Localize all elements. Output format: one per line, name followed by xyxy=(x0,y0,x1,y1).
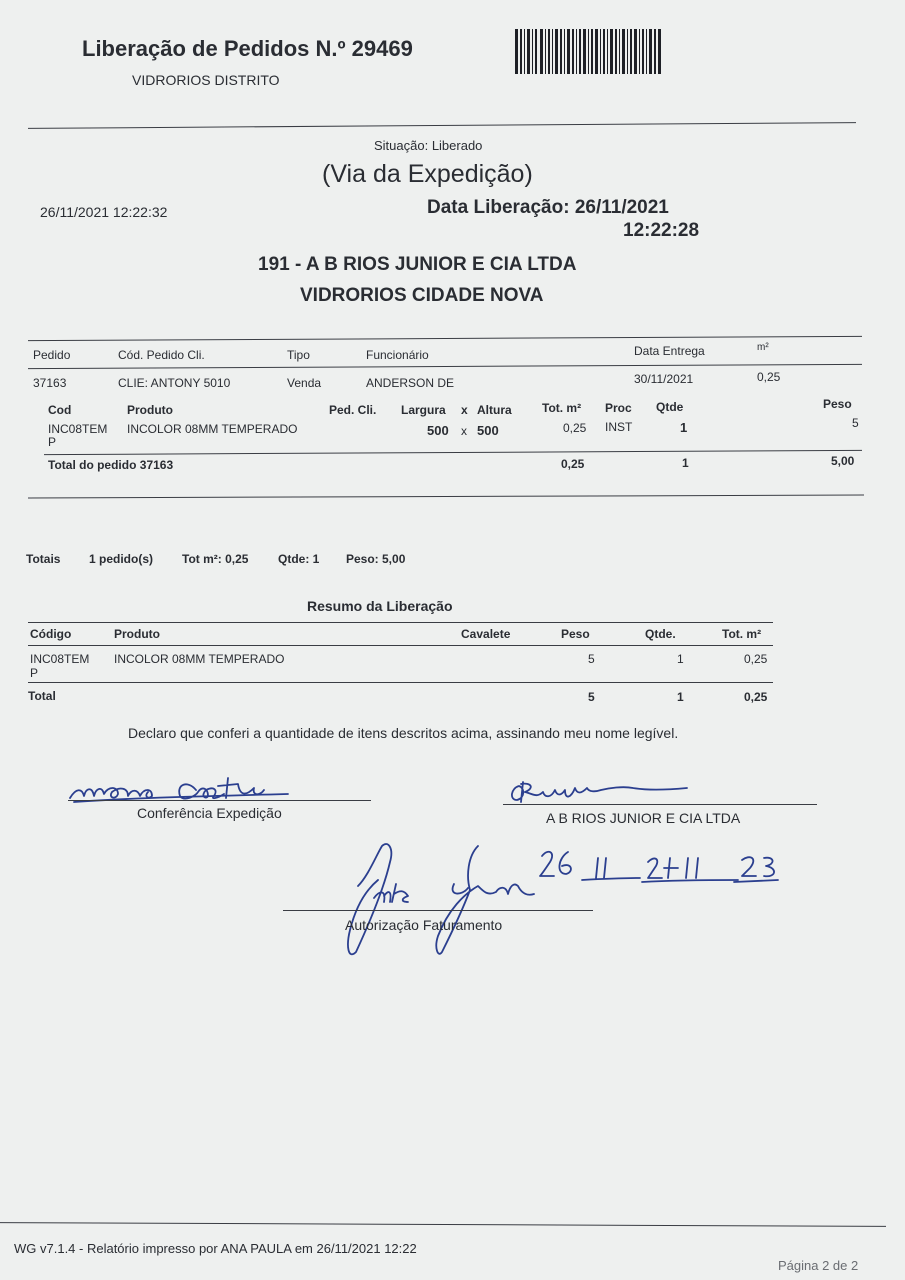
barcode-image xyxy=(515,29,661,74)
resumo-title: Resumo da Liberação xyxy=(307,598,453,614)
item-produto: INCOLOR 08MM TEMPERADO xyxy=(127,422,298,436)
declaration-text: Declaro que conferi a quantidade de itens descritos acima, assinando meu nome legível. xyxy=(128,725,679,741)
item-col-produto: Produto xyxy=(127,403,173,417)
resumo-col-cavalete: Cavalete xyxy=(461,627,511,641)
totals-qtde: Qtde: 1 xyxy=(278,552,320,566)
resumo-col-peso: Peso xyxy=(561,627,590,641)
item-col-ped-cli: Ped. Cli. xyxy=(329,403,377,417)
col-m2: m² xyxy=(757,342,769,353)
client-store: VIDRORIOS CIDADE NOVA xyxy=(300,285,544,306)
print-datetime: 26/11/2021 12:22:32 xyxy=(40,204,168,220)
resumo-col-tot-m2: Tot. m² xyxy=(722,627,762,641)
document-title: Liberação de Pedidos N.º 29469 xyxy=(82,36,413,61)
order-total-rule xyxy=(44,450,862,455)
item-col-cod: Cod xyxy=(48,403,72,417)
item-col-qtde: Qtde xyxy=(656,400,684,414)
item-col-proc: Proc xyxy=(605,401,632,415)
order-top-rule xyxy=(28,336,862,341)
col-pedido: Pedido xyxy=(33,348,71,362)
order-total-qtde: 1 xyxy=(682,456,689,470)
col-funcionario: Funcionário xyxy=(366,348,429,362)
handwritten-date xyxy=(538,848,784,886)
item-col-altura: Altura xyxy=(477,403,512,417)
item-cod-line2: P xyxy=(48,435,57,449)
resumo-total-tot-m2: 0,25 xyxy=(744,690,768,704)
resumo-total-label: Total xyxy=(28,689,56,703)
data-liberacao-label: Data Liberação: 26/11/2021 xyxy=(427,197,669,218)
order-total-peso: 5,00 xyxy=(831,454,855,468)
item-altura: 500 xyxy=(477,423,499,438)
via-title: (Via da Expedição) xyxy=(322,160,533,188)
totals-peso: Peso: 5,00 xyxy=(346,552,406,566)
conferencia-label: Conferência Expedição xyxy=(137,805,282,821)
resumo-row-rule xyxy=(28,682,773,683)
cliente-line xyxy=(503,804,817,805)
item-col-tot-m2: Tot. m² xyxy=(542,401,582,415)
order-m2: 0,25 xyxy=(757,370,781,384)
autorizacao-line xyxy=(283,910,593,911)
resumo-total-qtde: 1 xyxy=(677,690,684,704)
item-x: x xyxy=(461,424,467,438)
order-total-tot-m2: 0,25 xyxy=(561,457,585,471)
resumo-tot-m2: 0,25 xyxy=(744,652,768,666)
resumo-total-peso: 5 xyxy=(588,690,595,704)
item-proc: INST xyxy=(605,420,633,434)
header-divider xyxy=(28,122,856,129)
order-data-entrega: 30/11/2021 xyxy=(634,372,694,386)
col-cod-pedido: Cód. Pedido Cli. xyxy=(118,348,205,362)
item-largura: 500 xyxy=(427,423,449,438)
footer-rule xyxy=(0,1222,886,1227)
item-qtde: 1 xyxy=(680,420,688,435)
col-tipo: Tipo xyxy=(287,348,310,362)
resumo-qtde: 1 xyxy=(677,652,684,666)
col-data-entrega: Data Entrega xyxy=(634,344,705,358)
item-cod-line1: INC08TEM xyxy=(48,422,108,436)
situacao-text: Situação: Liberado xyxy=(374,138,483,153)
totals-label: Totais xyxy=(26,552,61,566)
totals-tot-m2: Tot m²: 0,25 xyxy=(182,552,249,566)
resumo-col-qtde: Qtde. xyxy=(645,627,676,641)
resumo-peso: 5 xyxy=(588,652,595,666)
resumo-top-rule xyxy=(28,622,773,623)
item-tot-m2: 0,25 xyxy=(563,421,587,435)
order-cod-pedido: CLIE: ANTONY 5010 xyxy=(118,376,231,390)
resumo-col-codigo: Código xyxy=(30,627,72,641)
item-col-largura: Largura xyxy=(401,403,446,417)
data-liberacao-time: 12:22:28 xyxy=(623,220,700,241)
resumo-header-rule xyxy=(28,645,773,646)
resumo-codigo-line2: P xyxy=(30,666,39,680)
conferencia-line xyxy=(68,800,371,801)
order-header-rule xyxy=(28,364,862,369)
client-name: 191 - A B RIOS JUNIOR E CIA LTDA xyxy=(258,254,577,275)
item-col-x: x xyxy=(461,403,468,417)
footer-page-number: Página 2 de 2 xyxy=(778,1258,859,1273)
autorizacao-signature xyxy=(338,836,538,960)
issuer-company: VIDRORIOS DISTRITO xyxy=(132,72,280,88)
order-pedido: 37163 xyxy=(33,376,67,390)
footer-printed-by: WG v7.1.4 - Relatório impresso por ANA PAULA em 26/11/2021 12:22 xyxy=(14,1241,417,1256)
order-total-label: Total do pedido 37163 xyxy=(48,458,174,472)
totals-pedidos: 1 pedido(s) xyxy=(89,552,154,566)
autorizacao-label: Autorização Faturamento xyxy=(345,917,503,933)
resumo-codigo-line1: INC08TEM xyxy=(30,652,90,666)
cliente-label: A B RIOS JUNIOR E CIA LTDA xyxy=(546,810,741,826)
resumo-col-produto: Produto xyxy=(114,627,160,641)
order-bottom-rule xyxy=(28,495,864,499)
resumo-produto: INCOLOR 08MM TEMPERADO xyxy=(114,652,285,666)
item-col-peso: Peso xyxy=(823,397,852,411)
item-peso: 5 xyxy=(852,416,859,430)
order-funcionario: ANDERSON DE xyxy=(366,376,455,390)
order-tipo: Venda xyxy=(287,376,322,390)
